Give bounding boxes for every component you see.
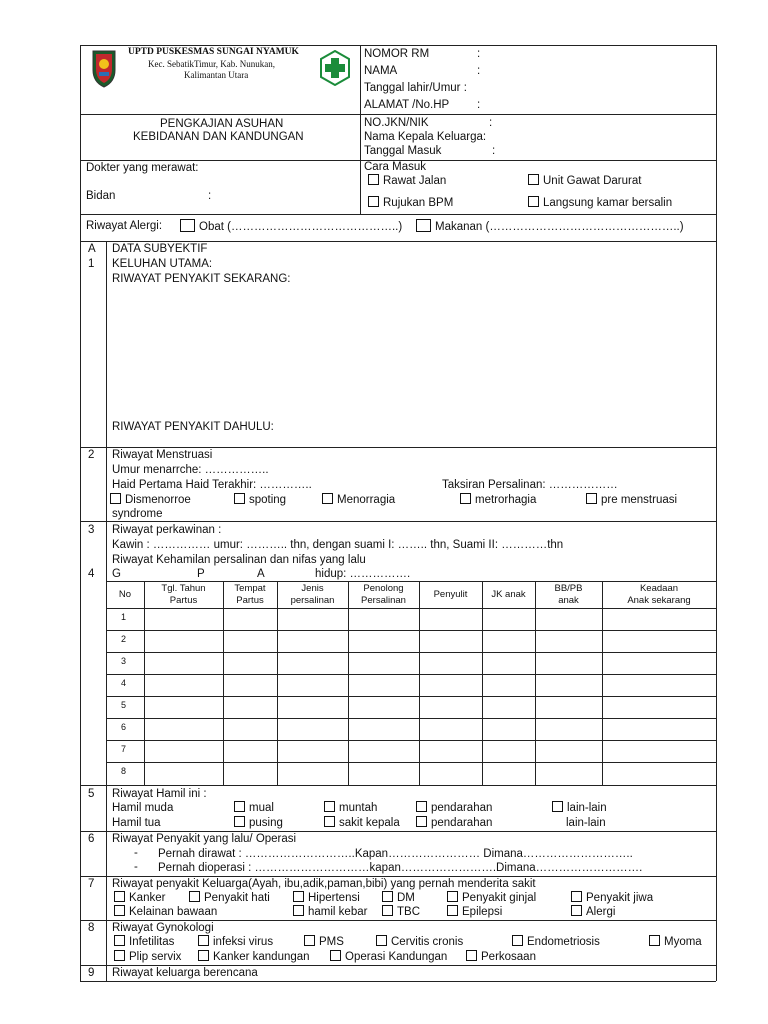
riwayat-sekarang-label: RIWAYAT PENYAKIT SEKARANG: [112, 273, 291, 285]
col-header-line: Tgl. Tahun [161, 583, 206, 594]
checkbox[interactable] [114, 935, 125, 946]
checkbox[interactable] [234, 816, 245, 827]
option-label: pendarahan [431, 802, 493, 814]
section-number: 4 [88, 568, 95, 580]
checkbox[interactable] [114, 950, 125, 961]
colon: : [492, 145, 496, 157]
sakit-kepala-option[interactable] [324, 816, 400, 830]
col-header-line: Keadaan [639, 583, 679, 594]
alergi-keluarga-option[interactable] [571, 905, 615, 919]
checkbox[interactable] [416, 816, 427, 827]
option-label: mual [249, 802, 274, 814]
checkbox[interactable] [198, 950, 209, 961]
option-label: Hipertensi [308, 892, 360, 904]
menstruasi-heading: Riwayat Menstruasi [112, 449, 213, 461]
option-label: Perkosaan [481, 951, 536, 963]
muntah-option[interactable] [324, 801, 377, 815]
riwayat-dahulu-label: RIWAYAT PENYAKIT DAHULU: [112, 421, 274, 433]
table-row-number: 6 [121, 722, 127, 732]
hidup-field: hidup: ……………. [315, 568, 411, 580]
section-number: 5 [88, 788, 95, 800]
col-header-line: Partus [169, 595, 198, 606]
kanker-kandungan-option[interactable] [198, 950, 310, 964]
checkbox[interactable] [234, 801, 245, 812]
checkbox[interactable] [293, 905, 304, 916]
option-label: DM [397, 892, 415, 904]
alergi-label: Riwayat Alergi: [86, 220, 163, 232]
para-label: P [197, 568, 205, 580]
checkbox[interactable] [110, 493, 121, 504]
option-label: Menorragia [337, 494, 396, 506]
table-row-number: 3 [121, 656, 127, 666]
section-number: 9 [88, 967, 95, 979]
checkbox[interactable] [416, 219, 431, 232]
option-label: spoting [249, 494, 287, 506]
nomor-rm-label: NOMOR RM [364, 48, 430, 60]
col-header-line: BB/PB [554, 583, 583, 594]
option-label: metrorhagia [475, 494, 537, 506]
dm-option[interactable] [382, 891, 415, 905]
col-header-line: Penolong [363, 583, 404, 594]
option-label: Kanker kandungan [213, 951, 310, 963]
metrorhagia-option[interactable] [460, 493, 536, 507]
kanker-option[interactable] [114, 891, 165, 905]
bidan-label: Bidan [86, 190, 116, 202]
endometriosis-option[interactable] [512, 935, 600, 949]
cervitis-option[interactable] [376, 935, 463, 949]
lain-muda-option[interactable] [552, 801, 607, 815]
option-label: Alergi [586, 906, 616, 918]
option-label: pusing [249, 817, 283, 829]
checkbox[interactable] [460, 493, 471, 504]
option-label: Myoma [664, 936, 702, 948]
option-label: infeksi virus [213, 936, 274, 948]
myoma-option[interactable] [649, 935, 702, 949]
checkbox[interactable] [416, 801, 427, 812]
option-label: Operasi Kandungan [345, 951, 448, 963]
checkbox[interactable] [447, 891, 458, 902]
plip-servix-option[interactable] [114, 950, 181, 964]
section-number: 2 [88, 449, 95, 461]
nama-label: NAMA [364, 65, 398, 77]
section-number: 6 [88, 833, 95, 845]
option-label: Unit Gawat Darurat [543, 175, 642, 187]
option-label: PMS [319, 936, 344, 948]
checkbox[interactable] [114, 891, 125, 902]
col-header: Penyulit [433, 589, 468, 600]
checkbox[interactable] [447, 905, 458, 916]
colon: : [477, 65, 481, 77]
col-header [348, 583, 419, 607]
dokter-label: Dokter yang merawat: [86, 162, 199, 174]
option-label: Epilepsi [462, 906, 503, 918]
pusing-option[interactable] [234, 816, 283, 830]
option-label: Infetilitas [129, 936, 175, 948]
section-number: 8 [88, 922, 95, 934]
checkbox[interactable] [234, 493, 245, 504]
rujukan-option[interactable] [368, 196, 453, 210]
col-header-line: Tempat [234, 583, 266, 594]
pms-option[interactable] [304, 935, 344, 949]
section-letter: A [88, 243, 96, 255]
mual-option[interactable] [234, 801, 274, 815]
colon: : [489, 117, 493, 129]
alergi-obat-option[interactable] [180, 219, 402, 234]
option-label: lain-lain [567, 802, 607, 814]
checkbox[interactable] [368, 174, 379, 185]
kb-heading: Riwayat keluarga berencana [112, 967, 258, 979]
option-label: Makanan (…………………………………………..) [435, 221, 684, 233]
table-row-number: 8 [121, 766, 127, 776]
option-label: Penyakit jiwa [586, 892, 654, 904]
lain-tua-label: lain-lain [566, 817, 606, 829]
form-title-line2: KEBIDANAN DAN KANDUNGAN [133, 131, 304, 143]
checkbox[interactable] [382, 891, 393, 902]
pms-syndrome-cont: syndrome [112, 508, 163, 520]
hpht-field: Haid Pertama Haid Terakhir: ………….. [112, 479, 312, 491]
checkbox[interactable] [304, 935, 315, 946]
checkbox[interactable] [528, 174, 539, 185]
langsung-option[interactable] [528, 196, 672, 210]
option-label: hamil kebar [308, 906, 368, 918]
tanggal-lahir-label: Tanggal lahir/Umur : [364, 82, 467, 94]
checkbox[interactable] [114, 905, 125, 916]
option-label: TBC [397, 906, 420, 918]
checkbox[interactable] [180, 219, 195, 232]
checkbox[interactable] [586, 493, 597, 504]
checkbox[interactable] [376, 935, 387, 946]
option-label: Rawat Jalan [383, 175, 447, 187]
checkbox[interactable] [330, 950, 341, 961]
taksiran-field: Taksiran Persalinan: ……………… [442, 479, 618, 491]
form-title-line1: PENGKAJIAN ASUHAN [160, 118, 284, 130]
option-label: Langsung kamar bersalin [543, 197, 673, 209]
tanggal-masuk-label: Tanggal Masuk [364, 145, 442, 157]
col-header-line: anak [558, 595, 579, 606]
option-label: Penyakit ginjal [462, 892, 537, 904]
dismenorroe-option[interactable] [110, 493, 191, 507]
colon: : [208, 190, 212, 202]
obstetric-history-table [106, 581, 716, 785]
col-header-line: Persalinan [361, 595, 406, 606]
checkbox[interactable] [382, 905, 393, 916]
checkbox[interactable] [528, 196, 539, 207]
tbc-option[interactable] [382, 905, 420, 919]
section-number: 7 [88, 878, 95, 890]
table-row-number: 1 [121, 612, 127, 622]
checkbox[interactable] [293, 891, 304, 902]
checkbox[interactable] [512, 935, 523, 946]
table-row-number: 2 [121, 634, 127, 644]
no-jkn-label: NO.JKN/NIK [364, 117, 429, 129]
org-address-line2: Kalimantan Utara [184, 70, 249, 80]
option-label: Penyakit hati [204, 892, 270, 904]
ugd-option[interactable] [528, 174, 641, 188]
option-label: sakit kepala [339, 817, 400, 829]
colon: : [477, 99, 481, 111]
checkbox[interactable] [466, 950, 477, 961]
epilepsi-option[interactable] [447, 905, 502, 919]
section-number: 1 [88, 258, 95, 270]
col-header [223, 583, 277, 607]
hamil-ini-heading: Riwayat Hamil ini : [112, 788, 207, 800]
infertilitas-option[interactable] [114, 935, 174, 949]
penyakit-lalu-heading: Riwayat Penyakit yang lalu/ Operasi [112, 833, 297, 845]
col-header-line: Anak sekarang [627, 595, 691, 606]
option-label: Obat (……………………………………..) [199, 221, 403, 233]
checkbox[interactable] [649, 935, 660, 946]
pernah-dirawat-field: Pernah dirawat : ………………………..Kapan…………………… Dimana……………………….. [158, 848, 633, 860]
puskesmas-cross-logo [320, 50, 350, 86]
penyakit-hati-option[interactable] [189, 891, 270, 905]
checkbox[interactable] [189, 891, 200, 902]
pendarahan-tua-option[interactable] [416, 816, 492, 830]
spoting-option[interactable] [234, 493, 286, 507]
org-name: UPTD PUSKESMAS SUNGAI NYAMUK [128, 47, 299, 57]
menarche-field: Umur menarrche: …………….. [112, 464, 269, 476]
checkbox[interactable] [368, 196, 379, 207]
col-header-line: persalinan [290, 595, 335, 606]
hamil-kebar-option[interactable] [293, 905, 367, 919]
checkbox[interactable] [324, 816, 335, 827]
option-label: Plip servix [129, 951, 182, 963]
gravida-label: G [112, 568, 121, 580]
pendarahan-muda-option[interactable] [416, 801, 492, 815]
hipertensi-option[interactable] [293, 891, 360, 905]
colon: : [477, 48, 481, 60]
option-label: pre menstruasi [601, 494, 678, 506]
bullet-dash: - [134, 861, 138, 873]
bullet-dash: - [134, 847, 138, 859]
pernah-dioperasi-field: Pernah dioperasi : …………………………kapan…………………….Dimana………………………. [158, 862, 643, 874]
operasi-kandungan-option[interactable] [330, 950, 447, 964]
table-row-number: 5 [121, 700, 127, 710]
option-label: Kelainan bawaan [129, 906, 218, 918]
hamil-tua-label: Hamil tua [112, 817, 161, 829]
col-header: No [118, 589, 132, 600]
col-header [277, 583, 348, 607]
kelainan-bawaan-option[interactable] [114, 905, 217, 919]
kehamilan-heading: Riwayat Kehamilan persalinan dan nifas yang lalu [112, 554, 366, 566]
alamat-label: ALAMAT /No.HP [364, 99, 450, 111]
abortus-label: A [257, 568, 265, 580]
perkosaan-option[interactable] [466, 950, 536, 964]
col-header [144, 583, 223, 607]
checkbox[interactable] [552, 801, 563, 812]
kepala-keluarga-label: Nama Kepala Keluarga: [364, 131, 487, 143]
col-header-line: Jenis [301, 583, 324, 594]
rawat-jalan-option[interactable] [368, 174, 446, 188]
penyakit-ginjal-option[interactable] [447, 891, 536, 905]
infeksi-virus-option[interactable] [198, 935, 273, 949]
col-header: JK anak [491, 589, 526, 600]
col-header [535, 583, 602, 607]
checkbox[interactable] [324, 801, 335, 812]
col-header [602, 583, 716, 607]
perkawinan-heading: Riwayat perkawinan : [112, 524, 222, 536]
kawin-field: Kawin : …………… umur: ……….. thn, dengan suami I: …….. thn, Suami II: …………thn [112, 539, 564, 551]
table-row-number: 4 [121, 678, 127, 688]
option-label: Dismenorroe [125, 494, 191, 506]
option-label: muntah [339, 802, 378, 814]
option-label: Endometriosis [527, 936, 600, 948]
option-label: pendarahan [431, 817, 493, 829]
data-subyektif-heading: DATA SUBYEKTIF [112, 243, 208, 255]
checkbox[interactable] [571, 905, 582, 916]
pms-syndrome-option[interactable] [586, 493, 677, 507]
org-address-line1: Kec. SebatikTimur, Kab. Nunukan, [148, 59, 276, 69]
gynokologi-heading: Riwayat Gynokologi [112, 922, 214, 934]
option-label: Kanker [129, 892, 166, 904]
penyakit-jiwa-option[interactable] [571, 891, 653, 905]
checkbox[interactable] [322, 493, 333, 504]
table-row-number: 7 [121, 744, 127, 754]
section-number: 3 [88, 524, 95, 536]
penyakit-keluarga-heading: Riwayat penyakit Keluarga(Ayah, ibu,adik,paman,bibi) yang pernah menderita sakit [112, 878, 536, 890]
option-label: Rujukan BPM [383, 197, 454, 209]
alergi-makanan-option[interactable] [416, 219, 684, 234]
checkbox[interactable] [198, 935, 209, 946]
checkbox[interactable] [571, 891, 582, 902]
keluhan-utama-label: KELUHAN UTAMA: [112, 258, 213, 270]
col-header-line: Partus [236, 595, 264, 606]
cara-masuk-label: Cara Masuk [364, 161, 426, 173]
menorragia-option[interactable] [322, 493, 395, 507]
option-label: Cervitis cronis [391, 936, 464, 948]
hamil-muda-label: Hamil muda [112, 802, 174, 814]
kabupaten-emblem [90, 48, 118, 88]
